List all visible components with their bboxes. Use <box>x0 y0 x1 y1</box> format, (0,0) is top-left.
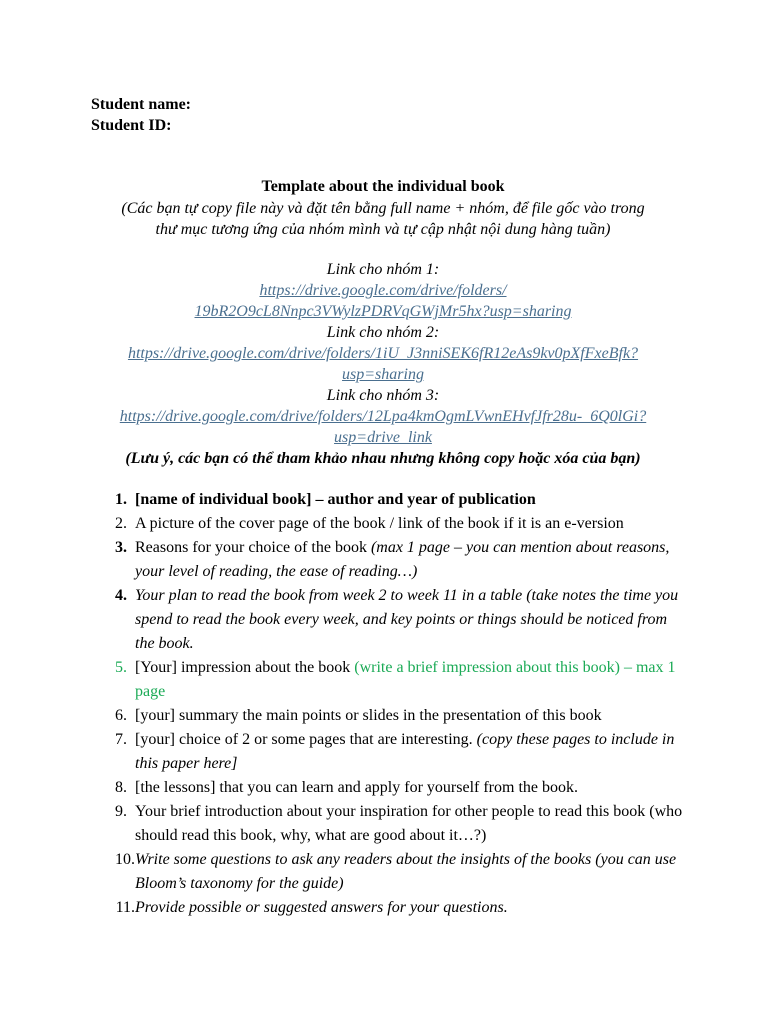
list-item <box>96 800 686 848</box>
list-number: 1. <box>115 491 127 508</box>
list-item-text: Write some questions to ask any readers about the insights of the books (you can use Bloom’s taxonomy for the guide) <box>135 851 677 892</box>
list-item <box>96 512 686 536</box>
list-item-text: [Your] impression about the book (write a brief impression about this book) – max 1 page <box>135 659 676 700</box>
list-item <box>96 584 686 656</box>
list-number: 7. <box>115 731 127 748</box>
list-item-text: [name of individual book] – author and year of publication <box>135 491 536 508</box>
group-2-link-label: Link cho nhóm 2: <box>326 324 440 341</box>
list-item-text: Your plan to read the book from week 2 to week 11 in a table (take notes the time you spend to read the book every week, and key points or things should be noticed from the book. <box>135 587 679 652</box>
list-item-text: Provide possible or suggested answers for your questions. <box>135 899 508 916</box>
list-item <box>96 728 686 776</box>
list-number: 3. <box>115 539 127 556</box>
list-number: 5. <box>115 659 127 676</box>
subtitle-line-2: thư mục tương ứng của nhóm mình và tự cập nhật nội dung hàng tuần) <box>155 221 611 238</box>
group-links <box>80 259 686 448</box>
list-item <box>96 848 686 896</box>
list-item <box>96 488 686 512</box>
note-text: (Lưu ý, các bạn có thể tham khảo nhau nhưng không copy hoặc xóa của bạn) <box>125 450 641 467</box>
list-number: 9. <box>115 803 127 820</box>
list-item-text: Your brief introduction about your inspiration for other people to read this book (who should read this book, why, what are good about it…?) <box>135 803 683 844</box>
list-item-text: [the lessons] that you can learn and apply for yourself from the book. <box>135 779 578 796</box>
student-info <box>91 94 191 136</box>
group-1-link-label: Link cho nhóm 1: <box>326 261 440 278</box>
list-item <box>96 896 686 920</box>
list-number: 4. <box>115 587 127 604</box>
list-item-text: Reasons for your choice of the book (max 1 page – you can mention about reasons, your level of reading, the ease of reading…) <box>135 539 670 580</box>
student-name-label: Student name: <box>91 96 192 113</box>
list-number: 2. <box>115 515 127 532</box>
list-number: 10. <box>115 851 135 868</box>
list-item <box>96 536 686 584</box>
document-subtitle <box>80 198 686 240</box>
list-number: 6. <box>115 707 127 724</box>
student-id-label: Student ID: <box>91 117 172 134</box>
list-item-text: [your] choice of 2 or some pages that are interesting. (copy these pages to include in this paper here] <box>135 731 675 772</box>
subtitle-line-1: (Các bạn tự copy file này và đặt tên bằng full name + nhóm, để file gốc vào trong <box>121 200 645 217</box>
group-1-link[interactable]: https://drive.google.com/drive/folders/ 19bR2O9cL8Nnpc3VWylzPDRVqGWjMr5hx?usp=sharing <box>194 282 572 320</box>
list-number: 8. <box>115 779 127 796</box>
list-item <box>96 776 686 800</box>
list-item <box>96 704 686 728</box>
group-3-link-label: Link cho nhóm 3: <box>326 387 440 404</box>
group-3-link[interactable]: https://drive.google.com/drive/folders/12Lpa4kmOgmLVwnEHvfJfr28u-_6Q0lGi? usp=drive_link <box>119 408 647 446</box>
list-number: 11. <box>115 899 135 916</box>
document-title: Template about the individual book <box>261 178 505 195</box>
group-2-link[interactable]: https://drive.google.com/drive/folders/1iU_J3nniSEK6fR12eAs9kv0pXfFxeBfk? usp=sharing <box>127 345 639 383</box>
list-item <box>96 656 686 704</box>
list-item-text: A picture of the cover page of the book / link of the book if it is an e-version <box>135 515 624 532</box>
requirements-list <box>96 488 686 920</box>
list-item-text: [your] summary the main points or slides in the presentation of this book <box>135 707 602 724</box>
